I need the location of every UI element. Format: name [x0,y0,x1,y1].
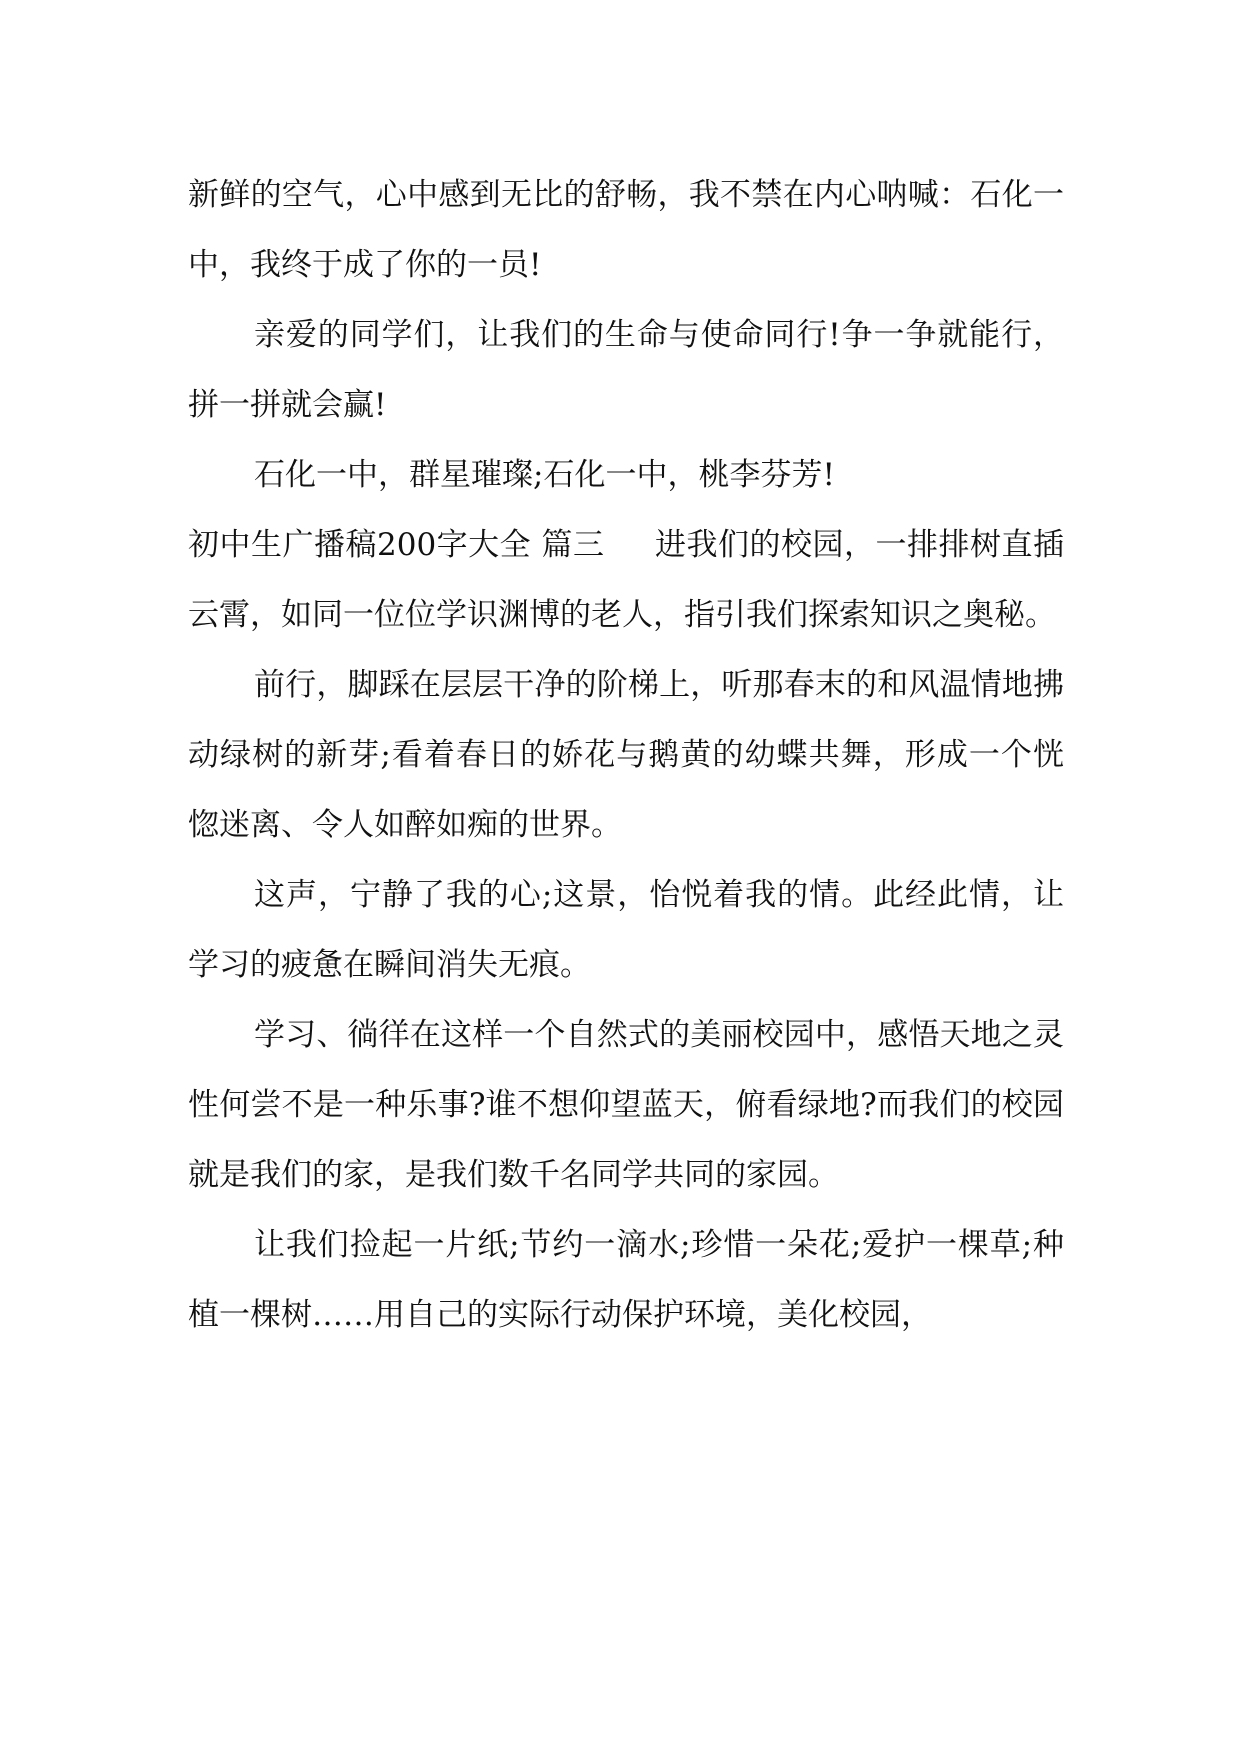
paragraph-walking: 前行，脚踩在层层干净的阶梯上，听那春末的和风温情地拂动绿树的新芽;看着春日的娇花与鹅黄的幼蝶共舞，形成一个恍惚迷离、令人如醉如痴的世界。 [188,667,1064,843]
paragraph-intro-continuation: 新鲜的空气，心中感到无比的舒畅，我不禁在内心呐喊：石化一中，我终于成了你的一员! [188,177,1064,283]
paragraph-classmates: 亲爱的同学们，让我们的生命与使命同行!争一争就能行，拼一拼就会赢! [188,317,1064,423]
paragraph-calm: 这声，宁静了我的心;这景，怡悦着我的情。此经此情，让学习的疲惫在瞬间消失无痕。 [188,877,1064,983]
paragraph-protect-environment: 让我们捡起一片纸;节约一滴水;珍惜一朵花;爱护一棵草;种植一棵树……用自己的实际行动保护环境，美化校园， [188,1227,1064,1333]
section-heading: 初中生广播稿200字大全 篇三 [188,527,605,563]
paragraph-campus-home: 学习、徜徉在这样一个自然式的美丽校园中，感悟天地之灵性何尝不是一种乐事?谁不想仰望蓝天，俯看绿地?而我们的校园就是我们的家，是我们数千名同学共同的家园。 [188,1017,1064,1193]
paragraph-section-three [188,510,1064,650]
section-first-paragraph: 进我们的校园，一排排树直插云霄，如同一位位学识渊博的老人，指引我们探索知识之奥秘。 [188,527,1064,633]
document-body [188,160,1064,1350]
paragraph-school-praise: 石化一中，群星璀璨;石化一中，桃李芬芳! [254,457,835,493]
